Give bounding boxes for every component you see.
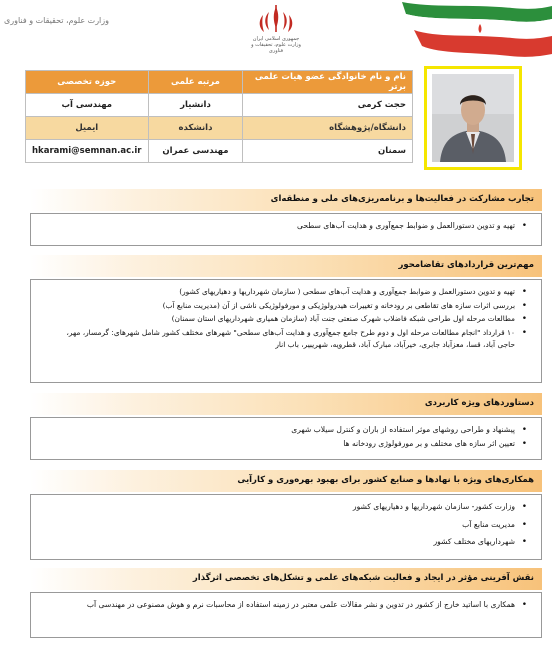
value-email[interactable]: hkarami@semnan.ac.ir (26, 140, 149, 163)
list-item: • تهیه و تدوین دستورالعمل و ضوابط جمع‌آوری و هدایت آب‌های سطحی (51, 220, 515, 233)
section-box-contracts (30, 279, 542, 383)
profile-photo-frame (424, 66, 522, 170)
list-item: • همکاری با اساتید خارج از کشور در تدوین و نشر مقالات علمی معتبر در زمینه استفاده از محاسبات نرم و هوش مصنوعی در مهندسی آب (51, 599, 515, 612)
section-box-achievements (30, 417, 542, 460)
label-rank: مرتبه علمی (148, 71, 243, 94)
label-name: نام و نام خانوادگی عضو هیات علمی برتر (243, 71, 413, 94)
label-university: دانشگاه/پژوهشگاه (243, 117, 413, 140)
section-title-national-participation: تجارب مشارکت در فعالیت‌ها و برنامه‌ریزی‌های ملی و منطقه‌ای (30, 189, 542, 211)
emblem-caption (246, 36, 306, 54)
label-email: ایمیل (26, 117, 149, 140)
label-faculty: دانشکده (148, 117, 243, 140)
ministry-name: وزارت علوم، تحقیقات و فناوری (4, 16, 109, 25)
value-field: مهندسی آب (26, 94, 149, 117)
list-item: • وزارت کشور- سازمان شهرداریها و دهیاریهای کشور (51, 501, 515, 514)
list-item: • بررسی اثرات سازه های تقاطعی بر رودخانه و تغییرات هیدرولوژیکی و مورفولوژیکی ناشی از آن (مدیریت منابع آب) (51, 300, 515, 313)
section-title-scientific-networks: نقش آفرینی مؤثر در ایجاد و فعالیت شبکه‌های علمی و تشکل‌های تخصصی اثرگذار (30, 568, 542, 590)
section-title-industry-cooperation: همکاری‌های ویژه با نهادها و صنایع کشور برای بهبود بهره‌وری و کارآیی (30, 470, 542, 492)
list-item: • پیشنهاد و طراحی روشهای موثر استفاده از باران و کنترل سیلاب شهری (51, 424, 515, 437)
profile-photo (432, 74, 514, 162)
section-box-national-participation (30, 213, 542, 246)
label-field: حوزه تخصصی (26, 71, 149, 94)
list-item: • تعیین اثر سازه های مختلف و بر مورفولوژی رودخانه ها (51, 438, 515, 451)
faculty-info-table (25, 70, 413, 163)
value-university: سمنان (243, 140, 413, 163)
section-title-contracts: مهم‌ترین قراردادهای تقاضامحور (30, 255, 542, 277)
list-item: • شهرداریهای مختلف کشور (51, 536, 515, 549)
iran-flag-icon (392, 2, 552, 58)
section-box-scientific-networks (30, 592, 542, 638)
emblem-caption-line-2: وزارت علوم، تحقیقات و فناوری (251, 42, 301, 54)
section-title-achievements: دستاوردهای ویژه کاربردی (30, 393, 542, 415)
emblem-caption-line-1: جمهوری اسلامی ایران (252, 36, 300, 42)
value-name: حجت کرمی (243, 94, 413, 117)
list-item: • مطالعات مرحله اول طراحی شبکه فاضلاب شهرک صنعتی جنت آباد (سازمان همیاری شهرداریهای استان سمنان) (51, 313, 515, 326)
section-box-industry-cooperation (30, 494, 542, 560)
value-faculty: مهندسی عمران (148, 140, 243, 163)
page-header (0, 0, 552, 62)
list-item: • مدیریت منابع آب (51, 519, 515, 532)
value-rank: دانشیار (148, 94, 243, 117)
list-item: • تهیه و تدوین دستورالعمل و ضوابط جمع‌آوری و هدایت آب‌های سطحی ( سازمان شهرداریها و دهیاریهای کشور) (51, 286, 515, 299)
list-item: • ۱۰ قرارداد "انجام مطالعات مرحله اول و دوم طرح جامع جمع‌آوری و هدایت آب‌های سطحی" شهرهای مختلف کشور شامل شهرهای: گرمسار، مهر، حاجی آباد، قسا، معزآباد جابری، خیرآباد، مبارک آباد، قطرویه، شهریبیر، باب انار (51, 327, 515, 352)
